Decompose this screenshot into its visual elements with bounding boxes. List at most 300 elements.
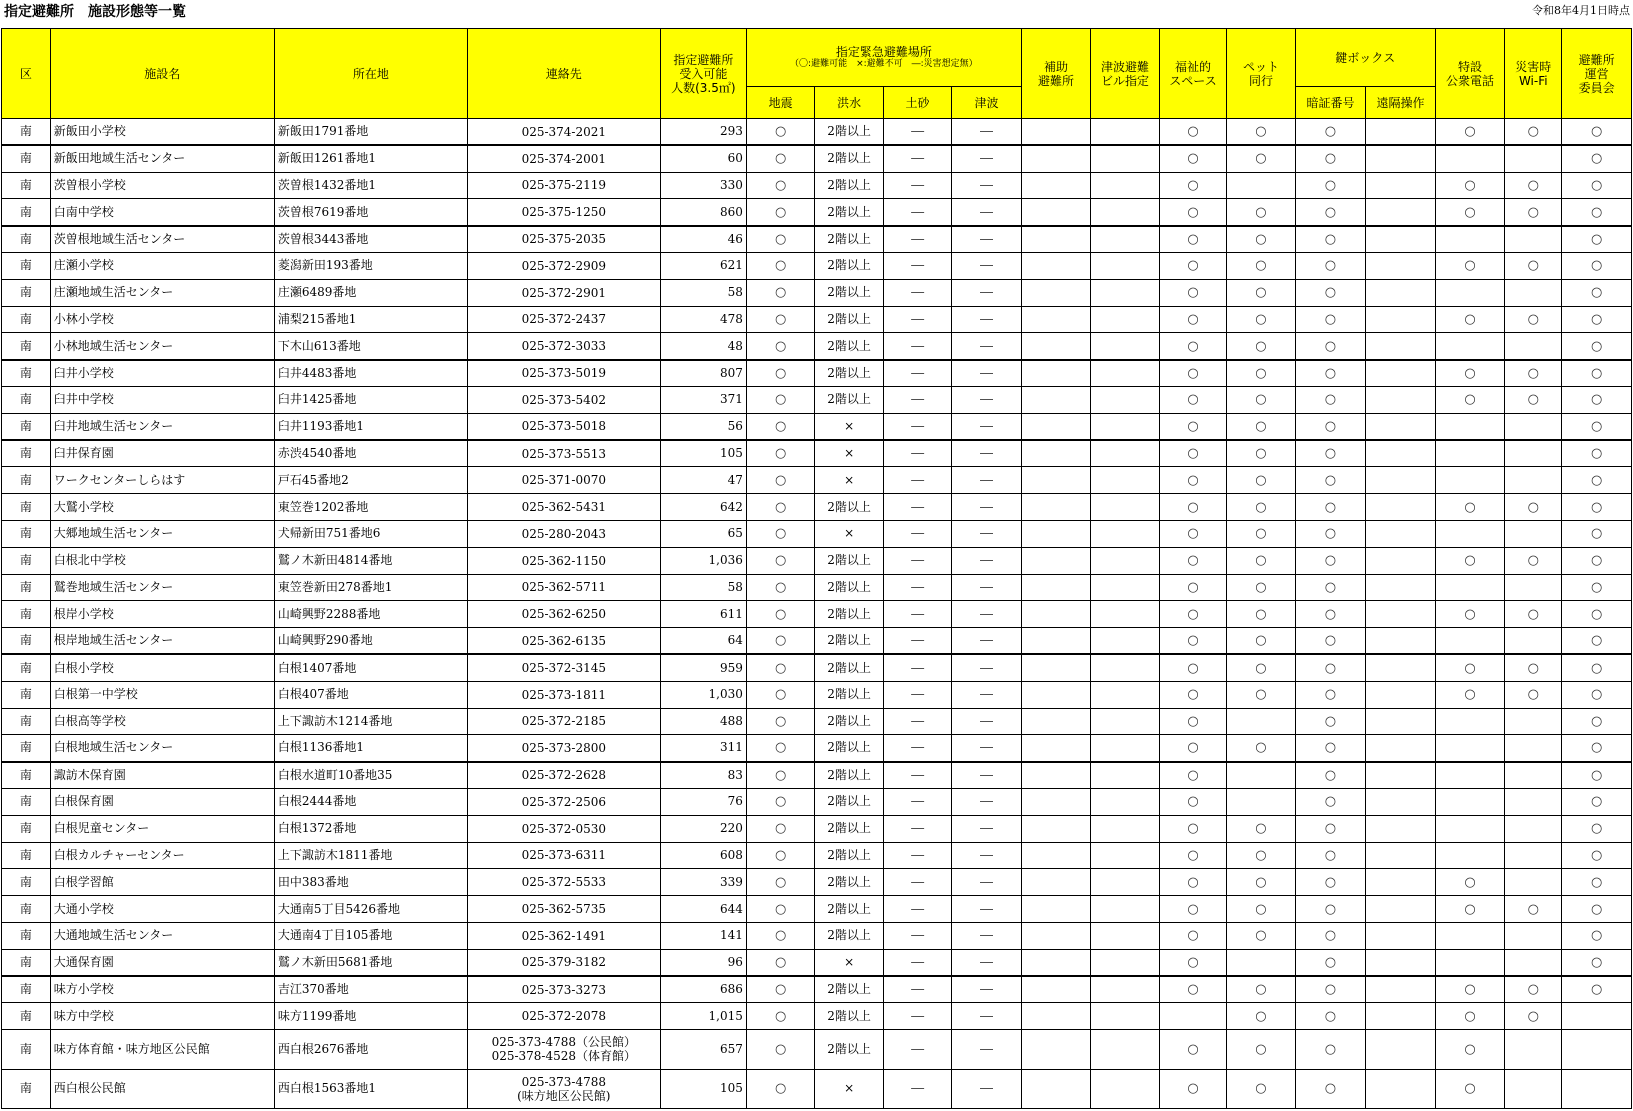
tsunami-bldg-cell [1091,949,1159,976]
quake-cell: ○ [746,842,814,869]
keybox-pin-cell: ○ [1295,306,1366,333]
landslide-cell: ― [883,815,951,842]
phone-cell [1435,735,1505,762]
landslide-cell: ― [883,601,951,628]
keybox-remote-cell [1366,252,1436,279]
keybox-remote-cell [1366,762,1436,789]
tsunami-bldg-cell [1091,199,1159,226]
quake-cell: ○ [746,869,814,896]
tsunami-cell: ― [952,815,1022,842]
keybox-pin-cell: ○ [1295,896,1366,923]
keybox-pin-cell: ○ [1295,922,1366,949]
landslide-cell: ― [883,654,951,681]
facility-name-cell: 大郷地域生活センター [50,520,274,547]
committee-cell: ○ [1562,520,1632,547]
address-cell: 茨曽根1432番地1 [274,172,467,199]
col-header-contact: 連絡先 [467,29,660,119]
committee-line-2: 運営 [1584,66,1609,81]
flood-cell: 2階以上 [815,306,883,333]
table-row [2,1003,1632,1030]
committee-cell: ○ [1562,708,1632,735]
welfare-cell: ○ [1159,467,1226,494]
aux-shelter-cell [1021,788,1091,815]
address-cell: 臼井1425番地 [274,386,467,413]
contact-cell: 025-374-2021 [467,119,660,146]
ward-cell: 南 [2,949,51,976]
aux-shelter-cell [1021,922,1091,949]
ward-cell: 南 [2,842,51,869]
committee-cell: ○ [1562,386,1632,413]
aux-shelter-cell [1021,413,1091,440]
table-row [2,1069,1632,1109]
welfare-cell: ○ [1159,1069,1226,1109]
landslide-cell: ― [883,735,951,762]
facility-name-cell: 大通小学校 [50,896,274,923]
landslide-cell: ― [883,574,951,601]
keybox-pin-cell: ○ [1295,360,1366,387]
phone-cell: ○ [1435,976,1505,1003]
landslide-cell: ― [883,440,951,467]
tsunami-cell: ― [952,735,1022,762]
aux-shelter-cell [1021,681,1091,708]
quake-cell: ○ [746,1003,814,1030]
capacity-cell: 1,030 [660,681,746,708]
capacity-cell: 46 [660,226,746,253]
landslide-cell: ― [883,976,951,1003]
wifi-cell: ○ [1505,252,1562,279]
welfare-cell: ○ [1159,172,1226,199]
flood-cell: 2階以上 [815,708,883,735]
facility-name-cell: 茨曽根地域生活センター [50,226,274,253]
capacity-cell: 1,036 [660,547,746,574]
aux-shelter-cell [1021,628,1091,655]
pet-cell: ○ [1227,520,1295,547]
table-row [2,788,1632,815]
col-header-tsunami: 津波 [952,87,1022,119]
tsunami-bldg-cell [1091,681,1159,708]
facility-name-cell: 白根地域生活センター [50,735,274,762]
tsunami-bldg-cell [1091,601,1159,628]
tsunami-bldg-cell [1091,1003,1159,1030]
table-row [2,896,1632,923]
tsunami-bldg-cell [1091,869,1159,896]
wifi-line-1: 災害時 [1515,59,1552,74]
wifi-cell [1505,467,1562,494]
tsunami-cell: ― [952,601,1022,628]
contact-cell: 025-371-0070 [467,467,660,494]
flood-cell: × [815,949,883,976]
ward-cell: 南 [2,735,51,762]
quake-cell: ○ [746,199,814,226]
phone-cell [1435,226,1505,253]
wifi-cell [1505,869,1562,896]
table-row [2,494,1632,521]
capacity-cell: 311 [660,735,746,762]
quake-cell: ○ [746,360,814,387]
address-cell: 赤渋4540番地 [274,440,467,467]
committee-cell: ○ [1562,145,1632,172]
pet-cell: ○ [1227,119,1295,146]
phone-cell [1435,842,1505,869]
capacity-cell: 686 [660,976,746,1003]
aux-shelter-cell [1021,708,1091,735]
table-row [2,628,1632,655]
aux-shelter-cell [1021,654,1091,681]
contact-cell: 025-372-2506 [467,788,660,815]
col-header-flood: 洪水 [815,87,883,119]
welfare-cell: ○ [1159,628,1226,655]
flood-cell: 2階以上 [815,547,883,574]
phone-cell: ○ [1435,1030,1505,1070]
facility-name-cell: 茨曽根小学校 [50,172,274,199]
committee-cell: ○ [1562,467,1632,494]
keybox-remote-cell [1366,976,1436,1003]
tsunami-cell: ― [952,172,1022,199]
quake-cell: ○ [746,494,814,521]
phone-cell: ○ [1435,681,1505,708]
flood-cell: 2階以上 [815,735,883,762]
flood-cell: × [815,440,883,467]
flood-cell: 2階以上 [815,279,883,306]
flood-cell: 2階以上 [815,1030,883,1070]
pet-cell [1227,949,1295,976]
wifi-cell: ○ [1505,1003,1562,1030]
flood-cell: 2階以上 [815,172,883,199]
capacity-cell: 339 [660,869,746,896]
pet-cell: ○ [1227,333,1295,360]
committee-cell: ○ [1562,735,1632,762]
keybox-remote-cell [1366,922,1436,949]
col-header-keybox: 鍵ボックス [1295,29,1435,87]
pet-cell: ○ [1227,681,1295,708]
facility-name-cell: 白根学習館 [50,869,274,896]
landslide-cell: ― [883,842,951,869]
tsunami-cell: ― [952,1030,1022,1070]
tsunami-cell: ― [952,1069,1022,1109]
contact-cell: 025-362-1491 [467,922,660,949]
ward-cell: 南 [2,762,51,789]
table-row [2,949,1632,976]
flood-cell: 2階以上 [815,869,883,896]
welfare-cell: ○ [1159,654,1226,681]
pet-cell [1227,788,1295,815]
flood-cell: 2階以上 [815,815,883,842]
flood-cell: 2階以上 [815,628,883,655]
contact-cell [467,1030,660,1070]
pet-cell: ○ [1227,869,1295,896]
phone-cell: ○ [1435,601,1505,628]
pet-cell: ○ [1227,306,1295,333]
contact-cell: 025-373-5402 [467,386,660,413]
tsunami-cell: ― [952,199,1022,226]
flood-cell: 2階以上 [815,681,883,708]
phone-cell [1435,574,1505,601]
facility-name-cell: 白根第一中学校 [50,681,274,708]
capacity-cell: 220 [660,815,746,842]
capacity-line-1: 指定避難所 [673,52,734,67]
pet-cell: ○ [1227,896,1295,923]
welfare-cell: ○ [1159,520,1226,547]
address-cell: 白根1136番地1 [274,735,467,762]
table-row [2,360,1632,387]
phone-cell: ○ [1435,386,1505,413]
keybox-pin-cell: ○ [1295,708,1366,735]
committee-cell: ○ [1562,279,1632,306]
address-cell: 白根1407番地 [274,654,467,681]
wifi-cell [1505,922,1562,949]
tsunami-bldg-cell [1091,306,1159,333]
keybox-pin-cell: ○ [1295,1030,1366,1070]
keybox-remote-cell [1366,386,1436,413]
welfare-cell: ○ [1159,413,1226,440]
facility-name-cell: 白根児童センター [50,815,274,842]
landslide-cell: ― [883,547,951,574]
keybox-remote-cell [1366,1003,1436,1030]
tsunami-bldg-cell [1091,467,1159,494]
ward-cell: 南 [2,922,51,949]
keybox-pin-cell: ○ [1295,333,1366,360]
pet-cell: ○ [1227,1030,1295,1070]
keybox-pin-cell: ○ [1295,574,1366,601]
quake-cell: ○ [746,1069,814,1109]
welfare-cell: ○ [1159,735,1226,762]
keybox-remote-cell [1366,815,1436,842]
committee-cell [1562,1003,1632,1030]
address-cell: 新飯田1791番地 [274,119,467,146]
phone-cell: ○ [1435,199,1505,226]
landslide-cell: ― [883,119,951,146]
keybox-pin-cell: ○ [1295,494,1366,521]
keybox-remote-cell [1366,413,1436,440]
committee-cell: ○ [1562,788,1632,815]
tsunami-cell: ― [952,467,1022,494]
aux-shelter-cell [1021,547,1091,574]
tsunami-cell: ― [952,574,1022,601]
ward-cell: 南 [2,119,51,146]
landslide-cell: ― [883,708,951,735]
table-row [2,306,1632,333]
contact-cell: 025-372-3145 [467,654,660,681]
col-header-tsunami-bldg [1091,29,1159,119]
contact-cell: 025-375-1250 [467,199,660,226]
contact-cell: 025-375-2119 [467,172,660,199]
ward-cell: 南 [2,788,51,815]
keybox-pin-cell: ○ [1295,520,1366,547]
address-cell: 浦梨215番地1 [274,306,467,333]
keybox-pin-cell: ○ [1295,788,1366,815]
capacity-cell: 64 [660,628,746,655]
wifi-cell: ○ [1505,386,1562,413]
ward-cell: 南 [2,601,51,628]
quake-cell: ○ [746,788,814,815]
contact-line-2: 025-378-4528（体育館） [491,1049,637,1064]
keybox-pin-cell: ○ [1295,628,1366,655]
committee-cell: ○ [1562,547,1632,574]
aux-shelter-cell [1021,976,1091,1003]
table-row [2,1030,1632,1070]
facility-name-cell: 新飯田小学校 [50,119,274,146]
committee-cell: ○ [1562,226,1632,253]
quake-cell: ○ [746,949,814,976]
tsunami-cell: ― [952,896,1022,923]
pet-cell: ○ [1227,199,1295,226]
aux-shelter-cell [1021,172,1091,199]
committee-cell: ○ [1562,494,1632,521]
aux-shelter-cell [1021,842,1091,869]
quake-cell: ○ [746,333,814,360]
keybox-pin-cell: ○ [1295,949,1366,976]
tsunami-cell: ― [952,145,1022,172]
ward-cell: 南 [2,976,51,1003]
flood-cell: 2階以上 [815,333,883,360]
wifi-cell [1505,815,1562,842]
tsunami-bldg-cell [1091,735,1159,762]
tsunami-cell: ― [952,788,1022,815]
landslide-cell: ― [883,360,951,387]
aux-shelter-cell [1021,145,1091,172]
contact-cell: 025-372-5533 [467,869,660,896]
phone-cell: ○ [1435,360,1505,387]
ward-cell: 南 [2,869,51,896]
table-row [2,520,1632,547]
table-row [2,386,1632,413]
tsunami-cell: ― [952,494,1022,521]
address-cell: 犬帰新田751番地6 [274,520,467,547]
welfare-cell: ○ [1159,949,1226,976]
contact-cell: 025-372-3033 [467,333,660,360]
pet-cell: ○ [1227,574,1295,601]
contact-cell: 025-362-6135 [467,628,660,655]
phone-cell [1435,949,1505,976]
col-header-welfare [1159,29,1226,119]
pet-cell: ○ [1227,842,1295,869]
facility-name-cell: 白根カルチャーセンター [50,842,274,869]
capacity-cell: 642 [660,494,746,521]
tsunami-bldg-cell [1091,788,1159,815]
welfare-cell: ○ [1159,1030,1226,1070]
facility-name-cell: 鷲巻地域生活センター [50,574,274,601]
address-cell: 臼井4483番地 [274,360,467,387]
keybox-pin-cell: ○ [1295,681,1366,708]
welfare-cell: ○ [1159,815,1226,842]
tsunami-cell: ― [952,976,1022,1003]
address-cell: 下木山613番地 [274,333,467,360]
pet-cell: ○ [1227,440,1295,467]
flood-cell: × [815,520,883,547]
aux-shelter-cell [1021,896,1091,923]
landslide-cell: ― [883,628,951,655]
quake-cell: ○ [746,762,814,789]
keybox-remote-cell [1366,654,1436,681]
pet-cell [1227,762,1295,789]
phone-cell [1435,922,1505,949]
table-row [2,654,1632,681]
welfare-cell: ○ [1159,601,1226,628]
table-row [2,279,1632,306]
table-header [2,29,1632,119]
tsunami-bldg-line-2: ビル指定 [1101,73,1150,88]
phone-cell [1435,333,1505,360]
capacity-cell: 330 [660,172,746,199]
facility-name-cell: 庄瀬小学校 [50,252,274,279]
pet-cell: ○ [1227,226,1295,253]
committee-cell: ○ [1562,199,1632,226]
committee-cell: ○ [1562,360,1632,387]
landslide-cell: ― [883,467,951,494]
aux-line-2: 避難所 [1038,73,1075,88]
landslide-cell: ― [883,762,951,789]
ward-cell: 南 [2,896,51,923]
quake-cell: ○ [746,708,814,735]
contact-cell: 025-374-2001 [467,145,660,172]
quake-cell: ○ [746,601,814,628]
quake-cell: ○ [746,896,814,923]
col-header-address: 所在地 [274,29,467,119]
quake-cell: ○ [746,119,814,146]
keybox-remote-cell [1366,199,1436,226]
phone-cell: ○ [1435,654,1505,681]
keybox-remote-cell [1366,681,1436,708]
capacity-cell: 58 [660,279,746,306]
address-cell: 大通南4丁目105番地 [274,922,467,949]
tsunami-cell: ― [952,440,1022,467]
keybox-remote-cell [1366,628,1436,655]
address-cell: 東笠巻1202番地 [274,494,467,521]
welfare-cell [1159,1003,1226,1030]
capacity-cell: 65 [660,520,746,547]
keybox-remote-cell [1366,360,1436,387]
aux-line-1: 補助 [1044,59,1069,74]
contact-cell: 025-373-3273 [467,976,660,1003]
aux-shelter-cell [1021,494,1091,521]
table-row [2,145,1632,172]
landslide-cell: ― [883,520,951,547]
ward-cell: 南 [2,628,51,655]
tsunami-bldg-cell [1091,360,1159,387]
contact-line-2: (味方地区公民館) [517,1088,611,1103]
facility-name-cell: 根岸小学校 [50,601,274,628]
keybox-pin-cell: ○ [1295,1069,1366,1109]
tsunami-bldg-cell [1091,333,1159,360]
phone-cell: ○ [1435,896,1505,923]
flood-cell: 2階以上 [815,494,883,521]
ward-cell: 南 [2,467,51,494]
phone-cell: ○ [1435,252,1505,279]
welfare-cell: ○ [1159,869,1226,896]
ward-cell: 南 [2,252,51,279]
aux-shelter-cell [1021,949,1091,976]
quake-cell: ○ [746,654,814,681]
wifi-cell: ○ [1505,547,1562,574]
wifi-cell [1505,949,1562,976]
table-row [2,226,1632,253]
facility-name-cell: 庄瀬地域生活センター [50,279,274,306]
phone-cell: ○ [1435,306,1505,333]
col-header-quake: 地震 [746,87,814,119]
capacity-cell: 371 [660,386,746,413]
keybox-remote-cell [1366,494,1436,521]
wifi-cell [1505,1069,1562,1109]
wifi-cell [1505,333,1562,360]
wifi-cell [1505,413,1562,440]
keybox-remote-cell [1366,842,1436,869]
tsunami-cell: ― [952,279,1022,306]
tsunami-bldg-line-1: 津波避難 [1101,59,1150,74]
aux-shelter-cell [1021,199,1091,226]
contact-cell: 025-362-6250 [467,601,660,628]
facility-name-cell: 白根北中学校 [50,547,274,574]
flood-cell: × [815,413,883,440]
